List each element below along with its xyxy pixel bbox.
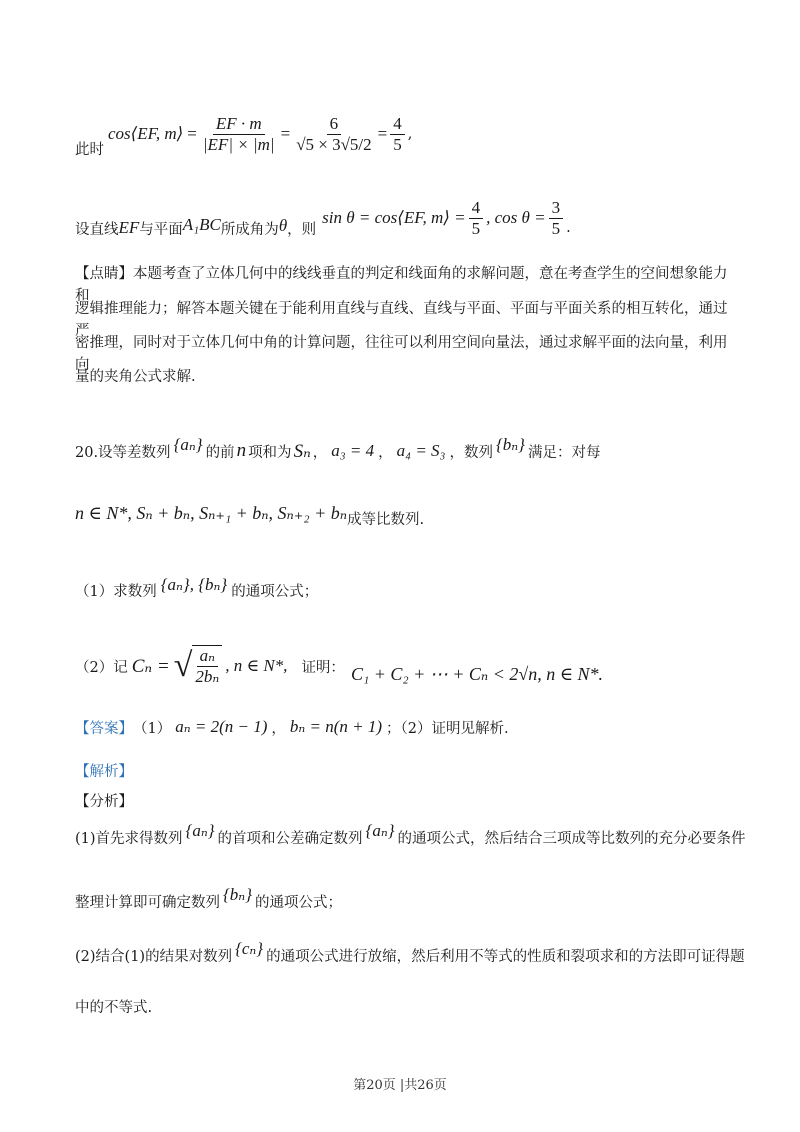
text: 的首项和公差确定数列 xyxy=(217,830,363,847)
page-footer: 第20页 |共26页 xyxy=(353,1078,447,1093)
prefix-text: 此时 xyxy=(75,141,104,158)
text: ， xyxy=(271,720,286,737)
sqrt-sign: √ xyxy=(173,647,193,684)
answer-bn: bₙ = n(n + 1) xyxy=(289,717,383,736)
text: ， xyxy=(312,444,328,461)
fraction-numerator: 3 xyxy=(549,198,564,219)
formula-cos-line xyxy=(75,98,412,170)
seq-cn: {cₙ} xyxy=(235,939,264,958)
fraction-denominator: 5 xyxy=(551,218,561,238)
text: 的通项公式； xyxy=(231,583,319,600)
text: 所成角为 xyxy=(220,221,279,238)
eq-sign: = xyxy=(377,124,388,143)
inequality: C₁ + C₂ + ⋯ + Cₙ < 2√n, n ∈ N*. xyxy=(350,663,604,684)
fraction-vector xyxy=(200,114,278,155)
theta-symbol: θ xyxy=(278,216,288,235)
angle-statement-line xyxy=(75,190,571,246)
dianjing-line-4: 量的夹角公式求解. xyxy=(75,369,196,385)
suffix-comma: , xyxy=(407,126,413,142)
jiexi-tag: 【解析】 xyxy=(75,764,133,780)
question-1 xyxy=(75,570,318,600)
text: (2)结合(1)的结果对数列 xyxy=(75,948,233,965)
fenxi-tag: 【分析】 xyxy=(75,794,133,810)
text: 的通项公式，然后结合三项成等比数列的充分必要条件 xyxy=(397,830,746,847)
text: （2）记 xyxy=(75,659,128,676)
answer-tag: 【答案】 xyxy=(75,720,133,737)
fraction-numeric xyxy=(293,114,374,155)
plane-a1bc: A₁BC xyxy=(182,215,221,234)
problem-20-line-2 xyxy=(75,498,424,528)
seq-an: {aₙ} xyxy=(173,435,203,454)
dianjing-line-2: 逻辑推理能力；解答本题关键在于能利用直线与直线、直线与平面、平面与平面关系的相互转化，通过严 xyxy=(75,301,728,339)
cos-lhs: cos⟨EF, m⟩ xyxy=(108,124,184,143)
text: ， xyxy=(378,444,393,461)
text: （1） xyxy=(133,720,172,737)
cos-theta: , cos θ = xyxy=(486,208,546,227)
fraction-numerator: aₙ xyxy=(197,646,218,667)
answer-an: aₙ = 2(n − 1) xyxy=(175,717,268,736)
fraction-denominator: |EF| × |m| xyxy=(202,134,275,154)
analysis-line-4: 中的不等式. xyxy=(75,1000,153,1016)
text: 的通项公式； xyxy=(255,894,342,911)
cn-def: Cₙ = xyxy=(131,655,170,677)
text: 的前 xyxy=(205,444,235,461)
problem-20-line-1 xyxy=(75,436,600,466)
fraction-four-fifths xyxy=(469,198,484,239)
eq-sign: = xyxy=(280,124,291,143)
analysis-line-1 xyxy=(75,822,746,852)
seq-bn: {bₙ} xyxy=(223,885,252,904)
text: ；（2）证明见解析. xyxy=(386,720,509,737)
answer-line xyxy=(75,712,509,742)
sqrt-fraction xyxy=(192,645,222,687)
seq-bn: {bₙ} xyxy=(495,435,525,454)
period: . xyxy=(566,220,571,236)
fraction-denominator: 5 xyxy=(393,134,402,154)
seq-an: {aₙ} xyxy=(185,821,215,840)
text: 满足：对每 xyxy=(527,444,601,461)
text: 的通项公式进行放缩，然后利用不等式的性质和裂项求和的方法即可证得题 xyxy=(266,948,745,965)
var-sn: Sₙ xyxy=(293,440,311,462)
text: 项和为 xyxy=(248,444,292,461)
fraction-denominator: 2bₙ xyxy=(195,667,220,686)
text: 证明： xyxy=(301,659,345,676)
cond-a3: a₃ = 4 xyxy=(331,441,375,460)
geometric-condition: n ∈ N*, Sₙ + bₙ, Sₙ₊₁ + bₙ, Sₙ₊₂ + bₙ xyxy=(75,502,348,523)
text: 设直线 xyxy=(75,221,119,238)
fraction-denominator: √5 × 3√5/2 xyxy=(296,134,372,154)
dianjing-line-3: 密推理，同时对于立体几何中角的计算问题，往往可以利用空间向量法，通过求解平面的法向量，利用向 xyxy=(75,335,728,373)
question-2 xyxy=(75,636,603,696)
seq-an: {aₙ} xyxy=(365,821,395,840)
text: 整理计算即可确定数列 xyxy=(75,894,220,911)
fraction-three-fifths xyxy=(549,198,564,239)
text: 与平面 xyxy=(139,221,183,238)
analysis-line-3 xyxy=(75,940,745,970)
fraction-numerator: 4 xyxy=(390,114,405,135)
fraction-numerator: 4 xyxy=(469,198,484,219)
analysis-line-2 xyxy=(75,886,342,916)
text: ，数列 xyxy=(449,444,493,461)
text: 成等比数列. xyxy=(347,511,425,528)
text: ，则 xyxy=(287,221,317,238)
fraction-denominator: 5 xyxy=(471,218,481,238)
eq-sign: = xyxy=(187,124,197,143)
fraction-numerator: EF · m xyxy=(213,114,265,135)
fraction-result xyxy=(390,114,405,155)
sequences: {aₙ}, {bₙ} xyxy=(160,575,228,594)
sin-formula: sin θ = cos⟨EF, m⟩ = xyxy=(322,208,466,227)
text: 20.设等差数列 xyxy=(75,444,171,461)
n-condition: , n ∈ N*, xyxy=(225,656,288,675)
text: （1）求数列 xyxy=(75,583,157,600)
cond-a4: a₄ = S₃ xyxy=(396,441,446,460)
fraction-numerator: 6 xyxy=(327,114,342,135)
dianjing-line-1: 【点睛】本题考查了立体几何中的线线垂直的判定和线面角的求解问题，意在考查学生的空间想象能力和 xyxy=(75,266,728,304)
line-ef: EF xyxy=(118,218,140,237)
var-n: n xyxy=(236,440,247,461)
text: (1)首先求得数列 xyxy=(75,830,183,847)
